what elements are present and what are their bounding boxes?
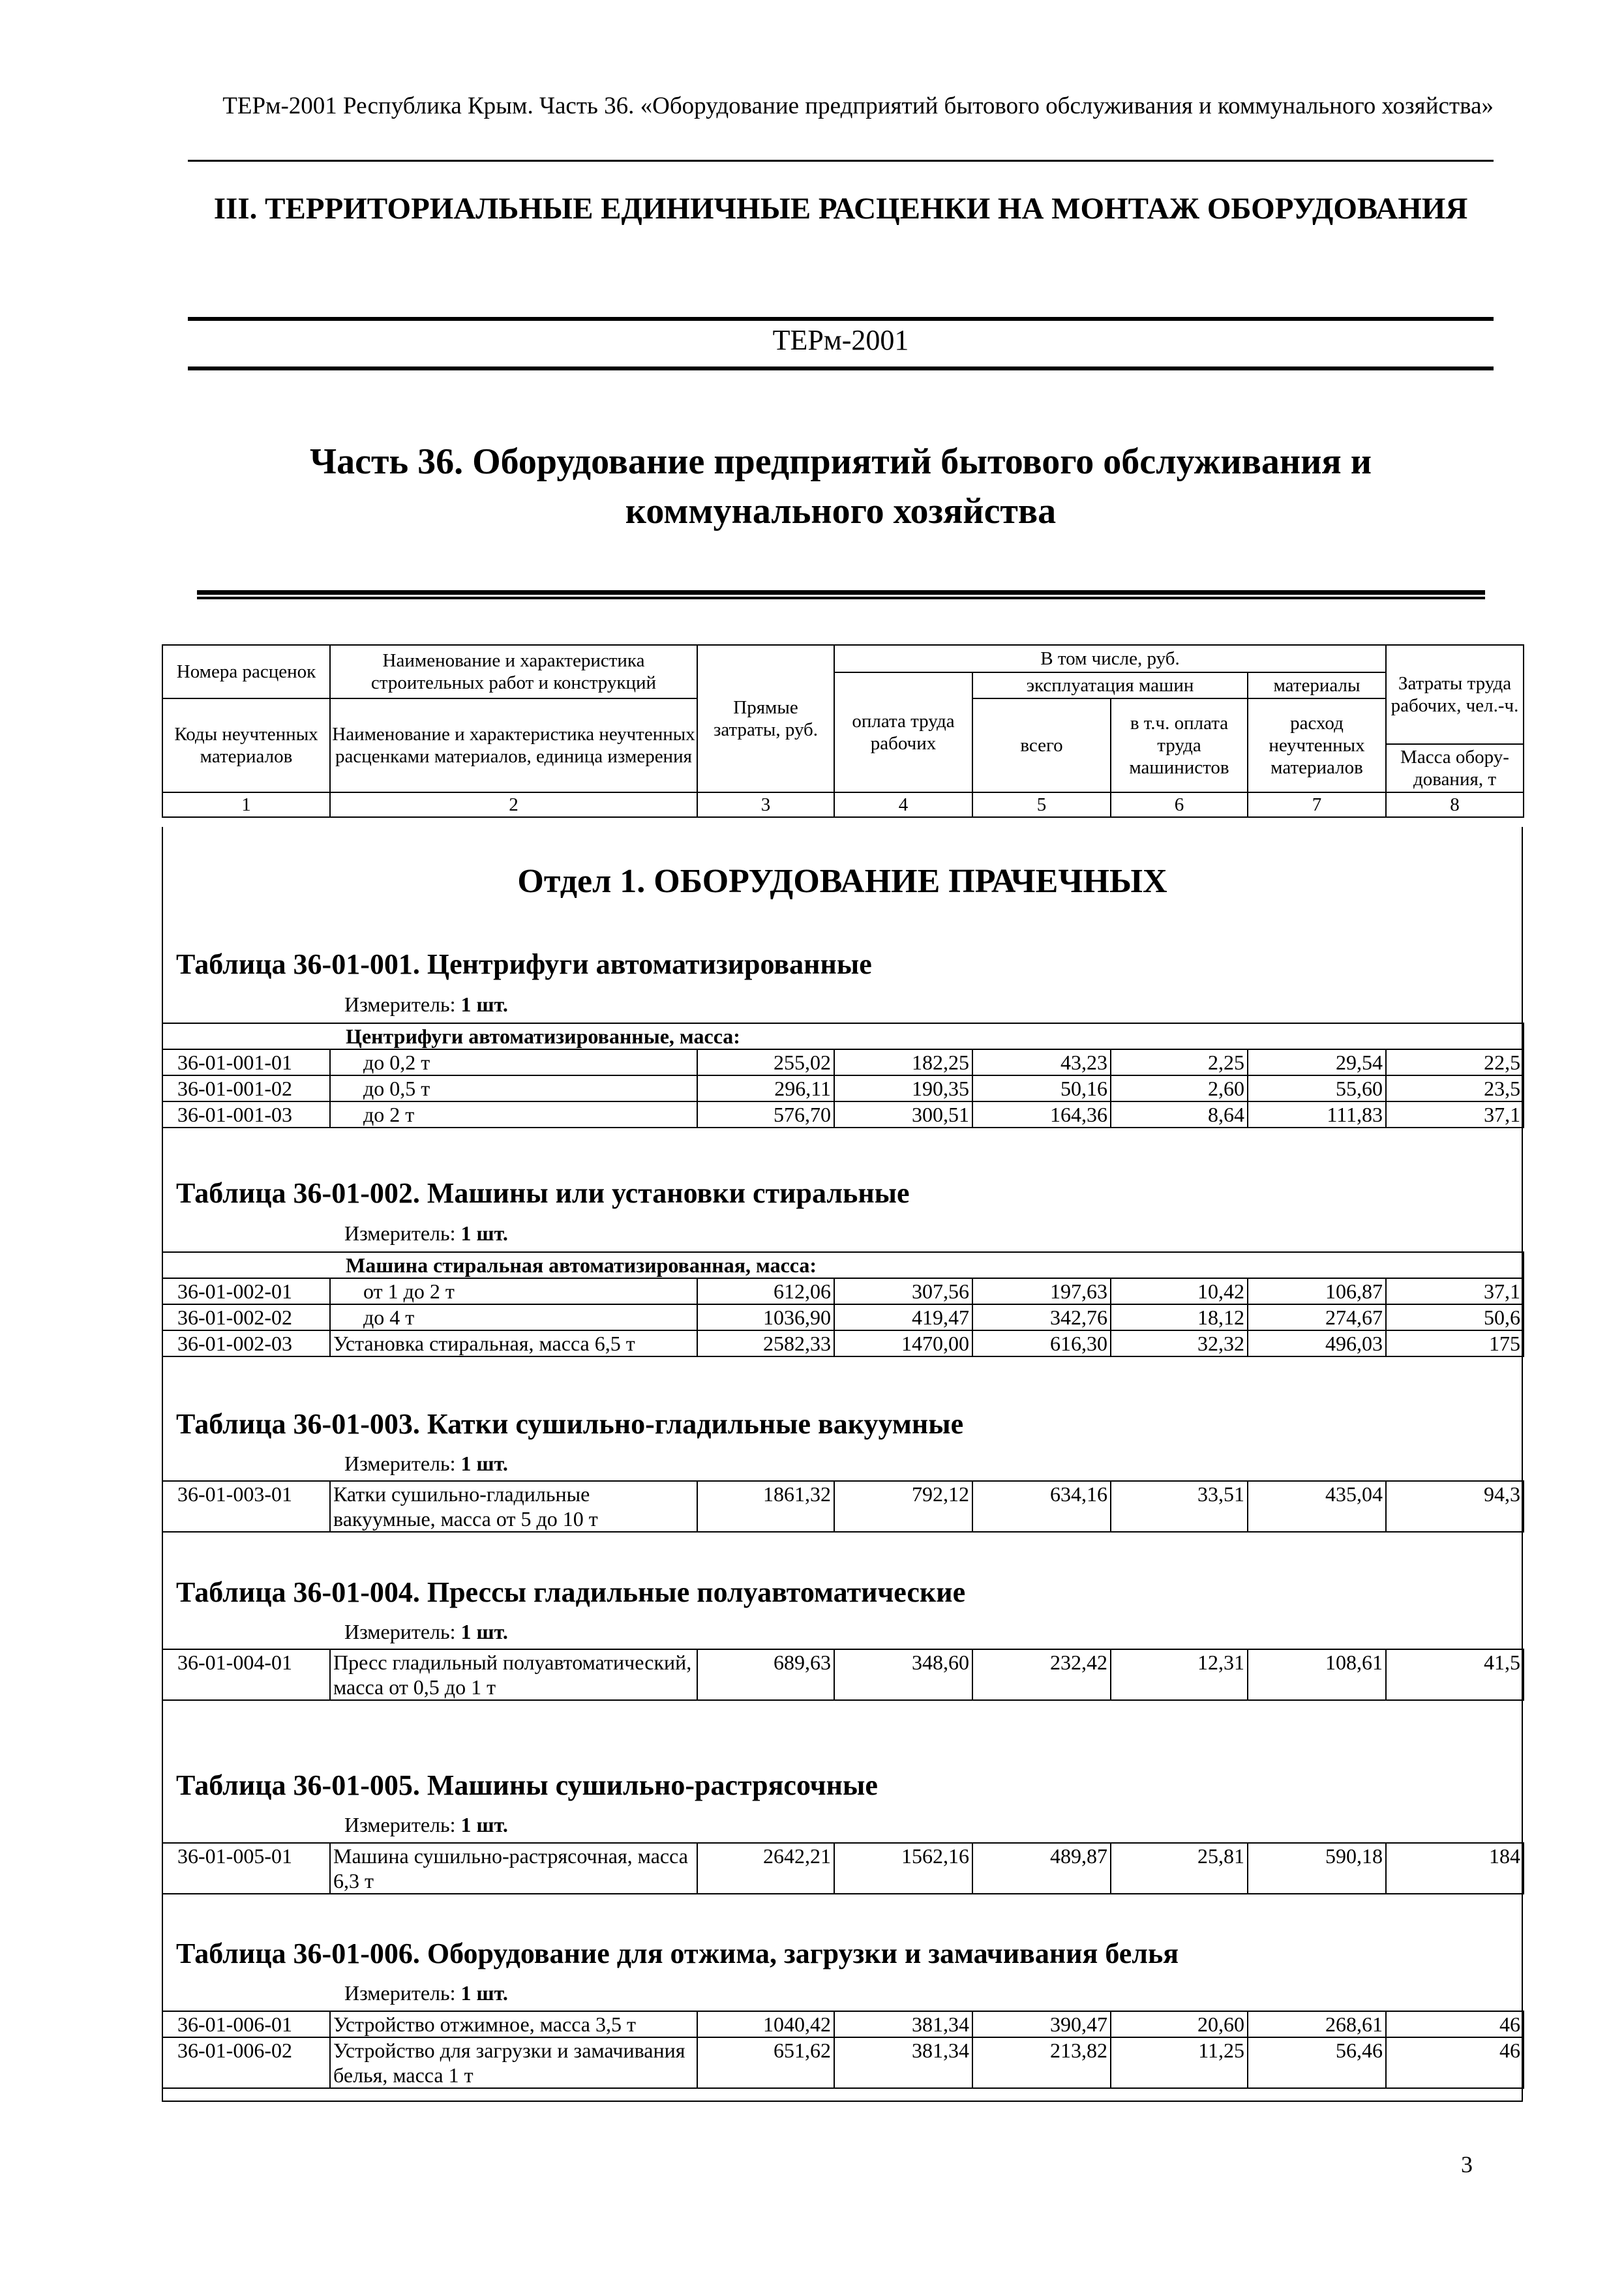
direct-cost: 2642,21: [697, 1843, 834, 1894]
materials: 56,46: [1248, 2037, 1386, 2088]
machinists-pay: 10,42: [1111, 1278, 1248, 1304]
header-col4: оплата труда рабочих: [834, 672, 972, 792]
machines-total: 390,47: [972, 2011, 1111, 2037]
page-number: 3: [1461, 2151, 1473, 2177]
part-title: Часть 36. Оборудование предприятий бытового обслуживания и коммунального хозяйства: [310, 441, 1372, 531]
header-number: 4: [834, 792, 972, 817]
table-row: [162, 1304, 1524, 1330]
ter-rule-bottom: [188, 367, 1494, 370]
table-row: [162, 1075, 1524, 1101]
table-row: [162, 1649, 1524, 1700]
rates-table: [162, 1480, 1524, 1533]
labor-pay: 792,12: [834, 1481, 972, 1532]
labor-hours: 41,5: [1386, 1649, 1524, 1700]
table-row: [162, 1843, 1524, 1894]
unit-label: Измеритель:: [344, 1221, 456, 1245]
section-title: III. ТЕРРИТОРИАЛЬНЫЕ ЕДИНИЧНЫЕ РАСЦЕНКИ НА МОНТАЖ ОБОРУДОВАНИЯ: [213, 192, 1468, 226]
materials: 29,54: [1248, 1049, 1386, 1075]
rate-code: 36-01-001-03: [162, 1101, 330, 1128]
table-title: Таблица 36-01-006. Оборудование для отжима, загрузки и замачивания белья: [176, 1937, 1179, 1969]
rate-name-text: до 0,2 т: [363, 1051, 430, 1074]
header-number: 1: [162, 792, 330, 817]
labor-pay: 182,25: [834, 1049, 972, 1075]
labor-hours: 175: [1386, 1330, 1524, 1356]
rate-name: Устройство для загрузки и замачивания белья, масса 1 т: [330, 2037, 697, 2088]
labor-hours: 22,5: [1386, 1049, 1524, 1075]
unit-label: Измеритель:: [344, 1452, 456, 1475]
rate-name: Катки сушильно-гладильные вакуумные, масса от 5 до 10 т: [330, 1481, 697, 1532]
table-row: [162, 2011, 1524, 2037]
labor-pay: 300,51: [834, 1101, 972, 1128]
materials: 268,61: [1248, 2011, 1386, 2037]
labor-hours: 184: [1386, 1843, 1524, 1894]
machinists-pay: 20,60: [1111, 2011, 1248, 2037]
header-col8-bottom: Масса обору-дования, т: [1386, 744, 1524, 792]
labor-hours: 37,1: [1386, 1101, 1524, 1128]
rates-table: [162, 1842, 1524, 1894]
rate-name: [330, 1075, 697, 1101]
direct-cost: 296,11: [697, 1075, 834, 1101]
table-title: Таблица 36-01-003. Катки сушильно-гладильные вакуумные: [176, 1408, 964, 1440]
table-row: [162, 1278, 1524, 1304]
labor-pay: 1470,00: [834, 1330, 972, 1356]
header-col7: расход неучтенных материалов: [1248, 698, 1386, 792]
rate-name: Установка стиральная, масса 6,5 т: [330, 1330, 697, 1356]
unit-label: Измеритель:: [344, 993, 456, 1016]
unit-line: [344, 1980, 508, 2006]
rate-code: 36-01-006-01: [162, 2011, 330, 2037]
labor-pay: 381,34: [834, 2037, 972, 2088]
machines-total: 489,87: [972, 1843, 1111, 1894]
labor-hours: 46: [1386, 2037, 1524, 2088]
materials: 111,83: [1248, 1101, 1386, 1128]
labor-pay: 419,47: [834, 1304, 972, 1330]
machinists-pay: 32,32: [1111, 1330, 1248, 1356]
rate-name: [330, 1278, 697, 1304]
header-col5: всего: [972, 698, 1111, 792]
header-col1-top: Номера расценок: [162, 645, 330, 698]
labor-pay: 381,34: [834, 2011, 972, 2037]
rate-name: Пресс гладильный полуавтоматический, масса от 0,5 до 1 т: [330, 1649, 697, 1700]
rate-name: Машина сушильно-растрясочная, масса 6,3 т: [330, 1843, 697, 1894]
direct-cost: 1036,90: [697, 1304, 834, 1330]
unit-value: 1 шт.: [460, 1620, 508, 1643]
labor-hours: 37,1: [1386, 1278, 1524, 1304]
table-row: [162, 1330, 1524, 1356]
header-machines: эксплуатация машин: [972, 672, 1248, 698]
header-rule: [188, 160, 1494, 162]
materials: 590,18: [1248, 1843, 1386, 1894]
direct-cost: 651,62: [697, 2037, 834, 2088]
header-number: 2: [330, 792, 697, 817]
header-number: 8: [1386, 792, 1524, 817]
machinists-pay: 11,25: [1111, 2037, 1248, 2088]
header-col6: в т.ч. оплата труда машинистов: [1111, 698, 1248, 792]
table-row: [162, 1481, 1524, 1532]
materials: 496,03: [1248, 1330, 1386, 1356]
machinists-pay: 25,81: [1111, 1843, 1248, 1894]
machines-total: 616,30: [972, 1330, 1111, 1356]
rates-table: [162, 1251, 1524, 1357]
rates-table: [162, 1649, 1524, 1701]
labor-pay: 348,60: [834, 1649, 972, 1700]
department-title: Отдел 1. ОБОРУДОВАНИЕ ПРАЧЕЧНЫХ: [517, 863, 1167, 900]
header-number: 5: [972, 792, 1111, 817]
rate-code: 36-01-001-02: [162, 1075, 330, 1101]
unit-line: [344, 1619, 508, 1645]
rate-code: 36-01-001-01: [162, 1049, 330, 1075]
subheader-row: [162, 1252, 1524, 1278]
rates-table: [162, 2011, 1524, 2089]
header-col3: Прямые затраты, руб.: [697, 645, 834, 792]
labor-hours: 23,5: [1386, 1075, 1524, 1101]
direct-cost: 1040,42: [697, 2011, 834, 2037]
unit-label: Измеритель:: [344, 1981, 456, 2005]
table-title: Таблица 36-01-002. Машины или установки стиральные: [176, 1177, 910, 1209]
machines-total: 232,42: [972, 1649, 1111, 1700]
header-col8-top: Затраты труда рабочих, чел.-ч.: [1386, 645, 1524, 744]
machines-total: 634,16: [972, 1481, 1111, 1532]
unit-line: [344, 991, 508, 1017]
machines-total: 342,76: [972, 1304, 1111, 1330]
ter-label: ТЕРм-2001: [772, 324, 909, 356]
machinists-pay: 12,31: [1111, 1649, 1248, 1700]
direct-cost: 2582,33: [697, 1330, 834, 1356]
machinists-pay: 18,12: [1111, 1304, 1248, 1330]
rates-table: [162, 1023, 1524, 1128]
labor-pay: 307,56: [834, 1278, 972, 1304]
header-number: 7: [1248, 792, 1386, 817]
header-col2-bottom: Наименование и характеристика неучтенных расценками материалов, единица измерения: [330, 698, 697, 792]
table-title: Таблица 36-01-001. Центрифуги автоматизированные: [176, 948, 872, 980]
machinists-pay: 2,25: [1111, 1049, 1248, 1075]
subheader: Машина стиральная автоматизированная, масса:: [162, 1252, 1524, 1278]
direct-cost: 576,70: [697, 1101, 834, 1128]
rate-code: 36-01-003-01: [162, 1481, 330, 1532]
rate-name-text: до 4 т: [363, 1306, 415, 1329]
header-number: 6: [1111, 792, 1248, 817]
labor-pay: 1562,16: [834, 1843, 972, 1894]
labor-hours: 46: [1386, 2011, 1524, 2037]
materials: 108,61: [1248, 1649, 1386, 1700]
header-materials: материалы: [1248, 672, 1386, 698]
machines-total: 50,16: [972, 1075, 1111, 1101]
table-title: Таблица 36-01-004. Прессы гладильные полуавтоматические: [176, 1576, 966, 1608]
rate-code: 36-01-002-01: [162, 1278, 330, 1304]
labor-hours: 94,3: [1386, 1481, 1524, 1532]
machines-total: 213,82: [972, 2037, 1111, 2088]
labor-pay: 190,35: [834, 1075, 972, 1101]
unit-label: Измеритель:: [344, 1813, 456, 1836]
direct-cost: 612,06: [697, 1278, 834, 1304]
rate-code: 36-01-004-01: [162, 1649, 330, 1700]
labor-hours: 50,6: [1386, 1304, 1524, 1330]
rate-name: Устройство отжимное, масса 3,5 т: [330, 2011, 697, 2037]
unit-value: 1 шт.: [460, 1452, 508, 1475]
rate-name: [330, 1101, 697, 1128]
unit-value: 1 шт.: [460, 993, 508, 1016]
machines-total: 164,36: [972, 1101, 1111, 1128]
unit-line: [344, 1812, 508, 1838]
unit-value: 1 шт.: [460, 1981, 508, 2005]
direct-cost: 1861,32: [697, 1481, 834, 1532]
direct-cost: 689,63: [697, 1649, 834, 1700]
rate-name-text: до 0,5 т: [363, 1077, 430, 1100]
rate-code: 36-01-002-03: [162, 1330, 330, 1356]
machinists-pay: 8,64: [1111, 1101, 1248, 1128]
materials: 55,60: [1248, 1075, 1386, 1101]
double-rule: [197, 590, 1485, 599]
unit-value: 1 шт.: [460, 1221, 508, 1245]
machines-total: 43,23: [972, 1049, 1111, 1075]
rate-name: [330, 1049, 697, 1075]
rate-name: [330, 1304, 697, 1330]
header-number: 3: [697, 792, 834, 817]
subheader: Центрифуги автоматизированные, масса:: [162, 1023, 1524, 1049]
unit-line: [344, 1450, 508, 1476]
running-header: ТЕРм-2001 Республика Крым. Часть 36. «Оборудование предприятий бытового обслуживания и коммунального хозяйства»: [222, 93, 1494, 119]
unit-label: Измеритель:: [344, 1620, 456, 1643]
rate-code: 36-01-006-02: [162, 2037, 330, 2088]
subheader-row: [162, 1023, 1524, 1049]
header-col1-bottom: Коды неучтенных материалов: [162, 698, 330, 792]
header-in-total: В том числе, руб.: [834, 645, 1386, 672]
direct-cost: 255,02: [697, 1049, 834, 1075]
ter-rule-top: [188, 317, 1494, 321]
machines-total: 197,63: [972, 1278, 1111, 1304]
header-col2-top: Наименование и характеристика строительных работ и конструкций: [330, 645, 697, 698]
rate-name-text: до 2 т: [363, 1103, 415, 1126]
column-header-table: [162, 644, 1524, 818]
unit-value: 1 шт.: [460, 1813, 508, 1836]
materials: 435,04: [1248, 1481, 1386, 1532]
unit-line: [344, 1220, 508, 1246]
table-row: [162, 2037, 1524, 2088]
table-row: [162, 1101, 1524, 1128]
machinists-pay: 2,60: [1111, 1075, 1248, 1101]
rate-code: 36-01-002-02: [162, 1304, 330, 1330]
table-row: [162, 1049, 1524, 1075]
machinists-pay: 33,51: [1111, 1481, 1248, 1532]
materials: 106,87: [1248, 1278, 1386, 1304]
rate-name-text: от 1 до 2 т: [363, 1279, 455, 1303]
materials: 274,67: [1248, 1304, 1386, 1330]
table-title: Таблица 36-01-005. Машины сушильно-растрясочные: [176, 1769, 878, 1801]
rate-code: 36-01-005-01: [162, 1843, 330, 1894]
